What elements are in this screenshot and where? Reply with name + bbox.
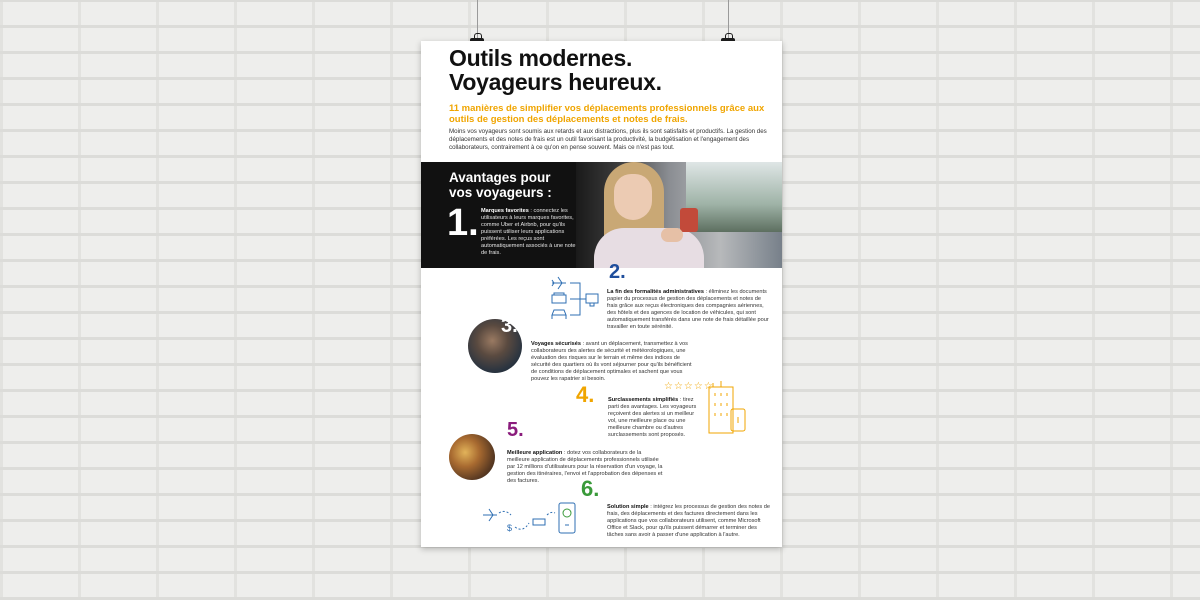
poster-title xyxy=(449,46,769,94)
item-2-body: : éliminez les documents papier du processus de gestion des déplacements et notes de frais grâce aux reçus électroniques des compagnies aériennes, des hôtels et des agences de location de véhicules, qui sont automatiquement transférés dans une note de frais détaillée pour travailler en toute sérénité. xyxy=(607,289,769,330)
poster xyxy=(421,41,782,547)
traveler-photo xyxy=(576,162,782,268)
rating-stars-icon: ☆☆☆☆☆ xyxy=(664,381,714,392)
airplane-hotel-car-icon xyxy=(546,273,604,325)
intro-paragraph: Moins vos voyageurs sont soumis aux retards et aux distractions, plus ils sont satisfaits et productifs. La gestion des déplacements et des notes de frais est un outil favorisant la productivité, la budgétisation et l'engagement des collaborateurs, contrairement à ce qu'on en pense souvent. Mais ce n'est pas tout. xyxy=(449,128,767,151)
item-5-number: 5. xyxy=(507,419,524,441)
item-5-title: Meilleure application xyxy=(507,450,563,456)
item-4-body: : tirez parti des avantages. Les voyageurs reçoivent des alertes si un meilleur vol, une meilleure place ou une meilleure chambre ou d'autres surclassements sont proposés. xyxy=(608,397,697,438)
photo-hand xyxy=(661,228,683,242)
subtitle-rest: de simplifier vos déplacements professionnels grâce aux outils de gestion des déplacements et notes de frais. xyxy=(449,103,765,125)
title-line-2: Voyageurs heureux. xyxy=(449,69,662,95)
item-6-title: Solution simple xyxy=(607,504,649,510)
item-3-number: 3. xyxy=(501,315,518,337)
phone-app-photo xyxy=(449,434,495,480)
item-4-title: Surclassements simplifiés xyxy=(608,397,679,403)
poster-subtitle xyxy=(449,103,774,125)
item-1-number: 1. xyxy=(447,202,479,244)
item-6-number: 6. xyxy=(581,476,600,501)
photo-face xyxy=(614,174,652,220)
item-4-text xyxy=(608,397,704,439)
item-2-text xyxy=(607,289,769,331)
title-line-1: Outils modernes. xyxy=(449,45,633,71)
hero-banner xyxy=(421,162,782,268)
subtitle-strong: 11 manières xyxy=(449,103,504,114)
item-6-body: : intégrez les processus de gestion des notes de frais, des déplacements et des factures directement dans les applications que vos collaborateurs utilisent, comme Microsoft Office et Slack, pour qu'ils puissent démarrer et terminer des tâches sans avoir à passer d'une application à l'autre. xyxy=(607,504,770,538)
car-window xyxy=(686,162,782,232)
item-1-body: : connectez les utilisateurs à leurs marques favorites, comme Uber et Airbnb, pour qu'ils puissent utiliser leurs applications préférées. Les reçus sont automatiquement associés à une note de frais. xyxy=(481,208,576,256)
hero-heading xyxy=(449,170,579,200)
hero-heading-line-2: vos voyageurs : xyxy=(449,185,552,200)
hotel-building-icon xyxy=(705,379,749,435)
item-1-text xyxy=(481,208,576,257)
item-2-number: 2. xyxy=(609,261,626,283)
payment-flow-icon xyxy=(479,499,589,539)
svg-text:$: $ xyxy=(507,523,513,533)
hero-heading-line-1: Avantages pour xyxy=(449,170,551,185)
coffee-cup xyxy=(680,208,698,232)
item-4-number: 4. xyxy=(576,382,595,407)
item-3-text xyxy=(531,341,696,383)
item-3-body: : avant un déplacement, transmettez à vos collaborateurs des alertes de sécurité et météorologiques, une évaluation des risques sur le terrain et même des indices de sécurité des quartiers où ils vont séjourner pour qu'ils bénéficient de conditions de déplacement optimales et sachent que vous pouvez les rapatrier si besoin. xyxy=(531,341,692,382)
item-3-title: Voyages sécurisés xyxy=(531,341,581,347)
item-1-title: Marques favorites xyxy=(481,208,529,214)
item-2-title: La fin des formalités administratives xyxy=(607,289,704,295)
item-5-body: : dotez vos collaborateurs de la meilleure application de déplacements professionnels utilisée par 12 millions d'utilisateurs pour la réservation d'un voyage, la gestion des itinéraires, l'envoi et l'approbation des dépenses et des factures. xyxy=(507,450,663,484)
item-6-text xyxy=(607,504,773,539)
